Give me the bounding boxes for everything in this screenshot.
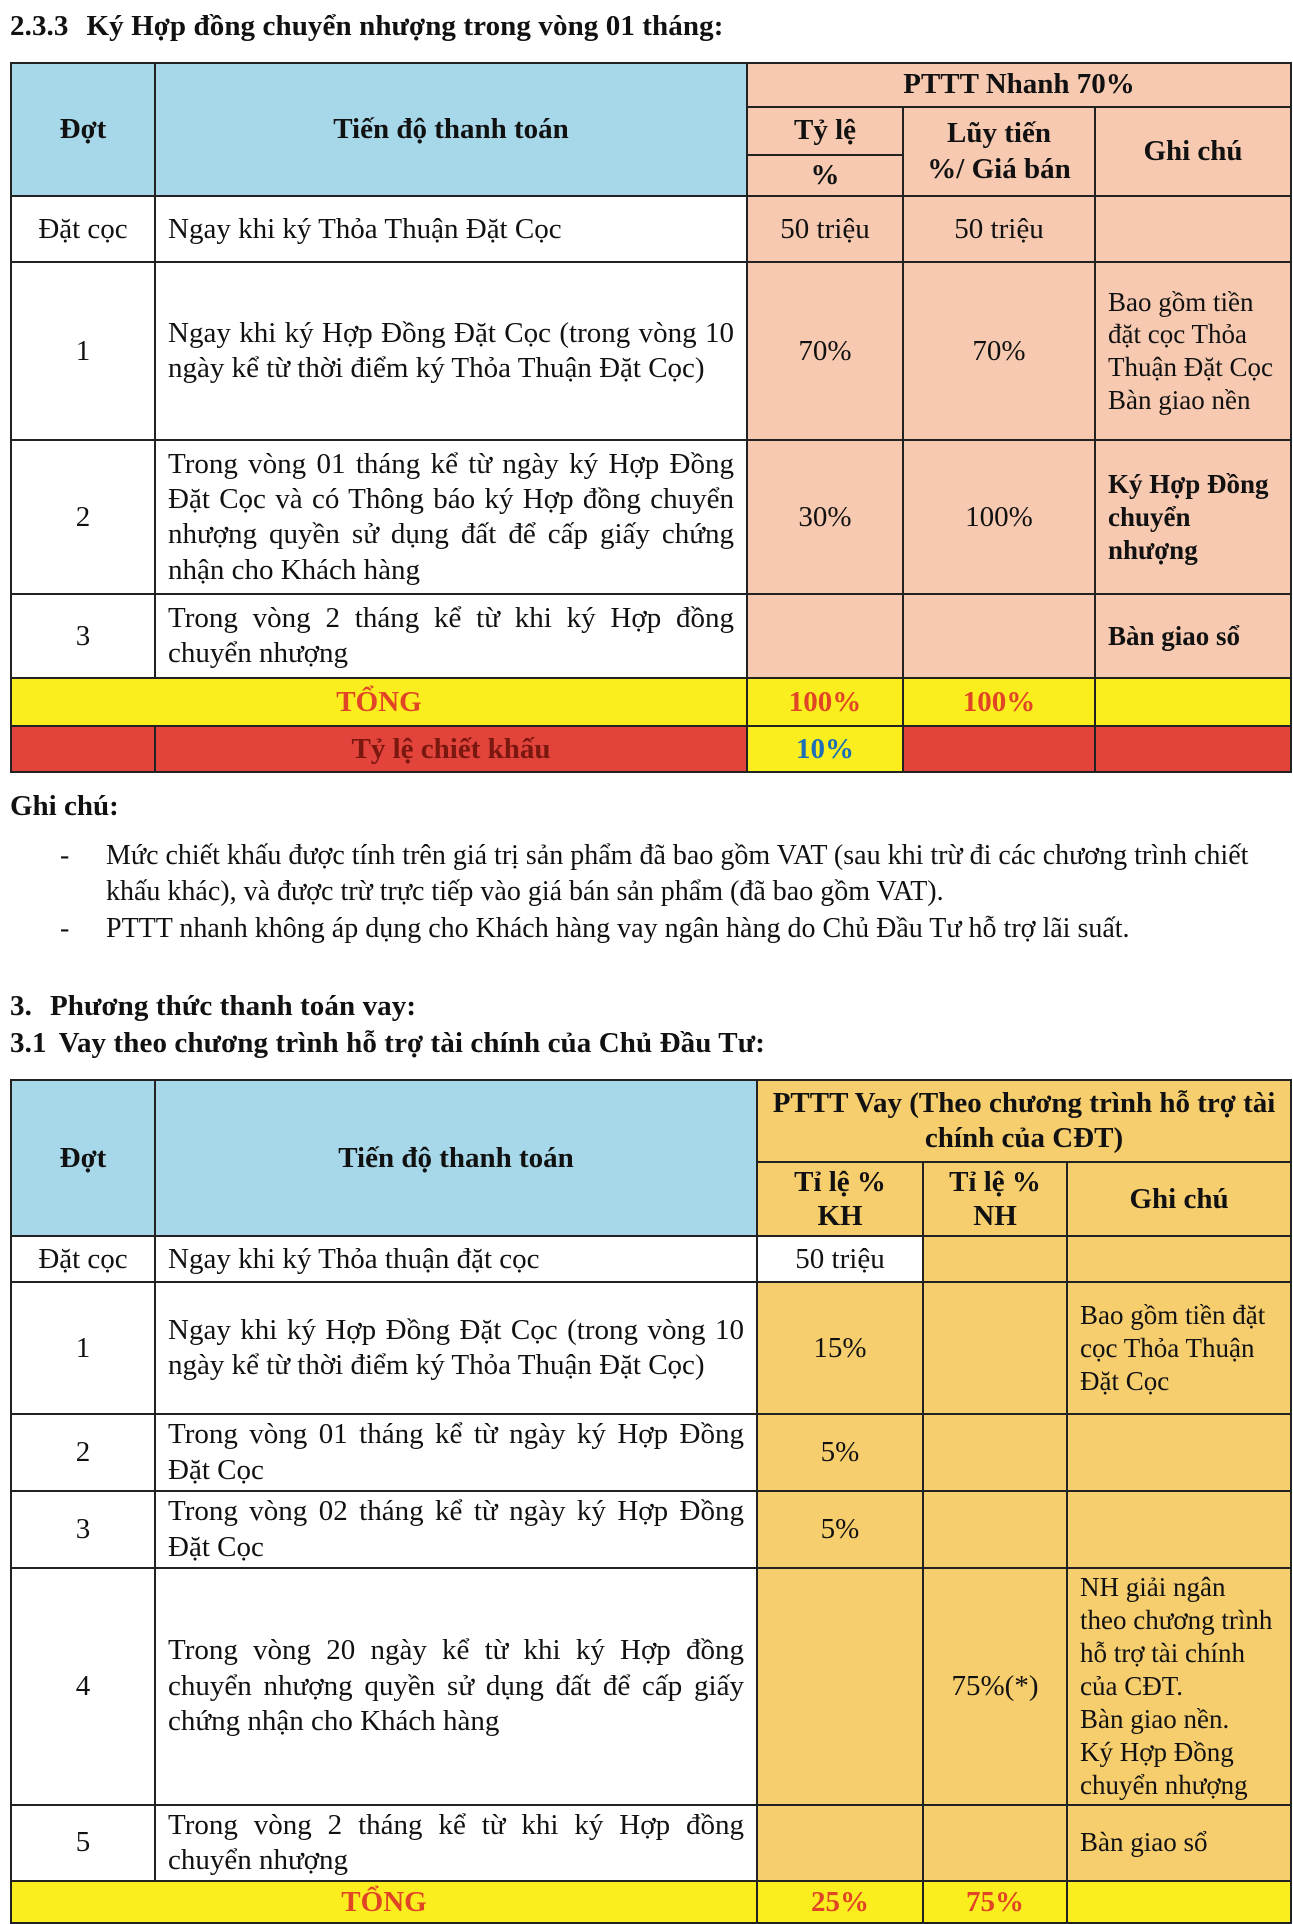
cell-note [1095, 262, 1291, 440]
cell-nh [923, 1282, 1067, 1414]
cell-kh: 50 triệu [757, 1236, 923, 1282]
discount-value: 10% [747, 726, 903, 772]
cell-kh [757, 1805, 923, 1882]
cell-note [1067, 1491, 1291, 1568]
cell-rate: 30% [747, 440, 903, 594]
note-text: PTTT nhanh không áp dụng cho Khách hàng vay ngân hàng do Chủ Đầu Tư hỗ trợ lãi suất. [106, 912, 1130, 944]
cell-progress: Ngay khi ký Thỏa Thuận Đặt Cọc [155, 196, 747, 262]
cell-cumulative: 50 triệu [903, 196, 1095, 262]
note-line: NH giải ngân theo chương trình hỗ trợ tài chính của CĐT. [1080, 1571, 1273, 1701]
total-kh: 25% [757, 1881, 923, 1923]
cell-progress: Trong vòng 02 tháng kể từ ngày ký Hợp Đồng Đặt Cọc [155, 1491, 757, 1568]
table-row [11, 1414, 1291, 1491]
cell-cumulative: 100% [903, 440, 1095, 594]
cell-dot: Đặt cọc [11, 196, 155, 262]
cell-nh: 75%(*) [923, 1568, 1067, 1805]
cell-cumulative [903, 594, 1095, 678]
cell-dot: 3 [11, 594, 155, 678]
header-cumulative-line2: %/ Giá bán [927, 152, 1071, 185]
section-title: Ký Hợp đồng chuyển nhượng trong vòng 01 tháng: [86, 10, 724, 42]
note-line: Ký Hợp Đồng chuyển nhượng [1080, 1736, 1248, 1800]
header-note: Ghi chú [1067, 1162, 1291, 1236]
cell-note: Bàn giao sổ [1095, 594, 1291, 678]
note-line: Bao gồm tiền đặt cọc Thỏa Thuận Đặt Cọc [1108, 286, 1273, 383]
section-title: Vay theo chương trình hỗ trợ tài chính của Chủ Đầu Tư: [58, 1027, 765, 1059]
cell-progress: Ngay khi ký Hợp Đồng Đặt Cọc (trong vòng 10 ngày kể từ thời điểm ký Thỏa Thuận Đặt Cọc) [155, 262, 747, 440]
header-kh: Tỉ lệ % KH [757, 1162, 923, 1236]
section-number: 2.3.3 [10, 10, 69, 42]
cell-nh [923, 1491, 1067, 1568]
cell-note [1067, 1568, 1291, 1805]
table-row [11, 1568, 1291, 1805]
bullet-dash: - [60, 912, 70, 944]
table-row [11, 196, 1291, 262]
cell-note: Bao gồm tiền đặt cọc Thỏa Thuận Đặt Cọc [1067, 1282, 1291, 1414]
cell-nh [923, 1805, 1067, 1882]
header-cumulative-line1: Lũy tiến [947, 117, 1051, 150]
notes-label: Ghi chú: [10, 790, 119, 822]
table-row [11, 1805, 1291, 1882]
discount-empty [903, 726, 1095, 772]
total-row [11, 678, 1291, 726]
cell-progress: Ngay khi ký Thỏa thuận đặt cọc [155, 1236, 757, 1282]
cell-progress: Trong vòng 20 ngày kể từ khi ký Hợp đồng chuyển nhượng quyền sử dụng đất để cấp giấy chứng nhận cho Khách hàng [155, 1568, 757, 1805]
cell-progress: Trong vòng 01 tháng kể từ ngày ký Hợp Đồng Đặt Cọc [155, 1414, 757, 1491]
cell-note [1095, 196, 1291, 262]
header-progress: Tiến độ thanh toán [155, 63, 747, 196]
cell-dot: 2 [11, 440, 155, 594]
table-row [11, 1236, 1291, 1282]
cell-note [1067, 1236, 1291, 1282]
list-item [60, 911, 1290, 947]
discount-empty [11, 726, 155, 772]
header-note: Ghi chú [1095, 107, 1291, 196]
cell-dot: 1 [11, 1282, 155, 1414]
total-note [1095, 678, 1291, 726]
cell-nh [923, 1236, 1067, 1282]
cell-nh [923, 1414, 1067, 1491]
header-rate-top: Tỷ lệ [747, 107, 903, 155]
total-label: TỔNG [11, 1881, 757, 1923]
header-dot: Đợt [11, 1080, 155, 1236]
discount-label: Tỷ lệ chiết khấu [155, 726, 747, 772]
payment-table-loan [10, 1079, 1292, 1924]
header-nh: Tỉ lệ % NH [923, 1162, 1067, 1236]
section-heading-3 [10, 990, 416, 1023]
cell-note [1067, 1414, 1291, 1491]
discount-empty [1095, 726, 1291, 772]
cell-progress: Trong vòng 01 tháng kể từ ngày ký Hợp Đồng Đặt Cọc và có Thông báo ký Hợp đồng chuyển nhượng quyền sử dụng đất để cấp giấy chứng nhận cho Khách hàng [155, 440, 747, 594]
cell-progress: Trong vòng 2 tháng kể từ khi ký Hợp đồng chuyển nhượng [155, 1805, 757, 1882]
section-number: 3. [10, 990, 32, 1022]
note-line: Bàn giao nền [1108, 385, 1251, 416]
table-row [11, 1491, 1291, 1568]
cell-dot: 2 [11, 1414, 155, 1491]
cell-kh [757, 1568, 923, 1805]
list-item [60, 838, 1290, 910]
cell-rate [747, 594, 903, 678]
header-group-fast: PTTT Nhanh 70% [747, 63, 1291, 107]
bullet-dash: - [60, 840, 70, 871]
cell-dot: Đặt cọc [11, 1236, 155, 1282]
total-cumulative: 100% [903, 678, 1095, 726]
header-cumulative [903, 107, 1095, 196]
cell-cumulative: 70% [903, 262, 1095, 440]
notes-list [60, 838, 1290, 947]
cell-progress: Ngay khi ký Hợp Đồng Đặt Cọc (trong vòng 10 ngày kể từ thời điểm ký Thỏa Thuận Đặt Cọc) [155, 1282, 757, 1414]
header-group-loan: PTTT Vay (Theo chương trình hỗ trợ tài chính của CĐT) [757, 1080, 1291, 1162]
payment-table-fast [10, 62, 1292, 773]
discount-row [11, 726, 1291, 772]
header-progress: Tiến độ thanh toán [155, 1080, 757, 1236]
cell-kh: 5% [757, 1414, 923, 1491]
header-rate-bottom: % [747, 155, 903, 196]
note-line: Bàn giao nền. [1080, 1703, 1230, 1734]
cell-rate: 50 triệu [747, 196, 903, 262]
cell-dot: 4 [11, 1568, 155, 1805]
cell-rate: 70% [747, 262, 903, 440]
cell-kh: 5% [757, 1491, 923, 1568]
section-heading-2-3-3 [10, 10, 723, 43]
total-nh: 75% [923, 1881, 1067, 1923]
total-rate: 100% [747, 678, 903, 726]
cell-dot: 5 [11, 1805, 155, 1882]
cell-dot: 3 [11, 1491, 155, 1568]
section-number: 3.1 [10, 1027, 47, 1059]
table-row [11, 1282, 1291, 1414]
table-row [11, 594, 1291, 678]
cell-kh: 15% [757, 1282, 923, 1414]
note-text: Mức chiết khấu được tính trên giá trị sản phẩm đã bao gồm VAT (sau khi trừ đi các chương trình chiết khấu khác), và được trừ trực tiếp vào giá bán sản phẩm (đã bao gồm VAT). [106, 840, 1249, 907]
section-title: Phương thức thanh toán vay: [49, 990, 417, 1022]
total-label: TỔNG [11, 678, 747, 726]
cell-note: Ký Hợp Đồng chuyển nhượng [1095, 440, 1291, 594]
section-heading-3-1 [10, 1027, 765, 1060]
header-dot: Đợt [11, 63, 155, 196]
table-row [11, 440, 1291, 594]
cell-progress: Trong vòng 2 tháng kể từ khi ký Hợp đồng chuyển nhượng [155, 594, 747, 678]
table-row [11, 262, 1291, 440]
cell-dot: 1 [11, 262, 155, 440]
cell-note: Bàn giao sổ [1067, 1805, 1291, 1882]
